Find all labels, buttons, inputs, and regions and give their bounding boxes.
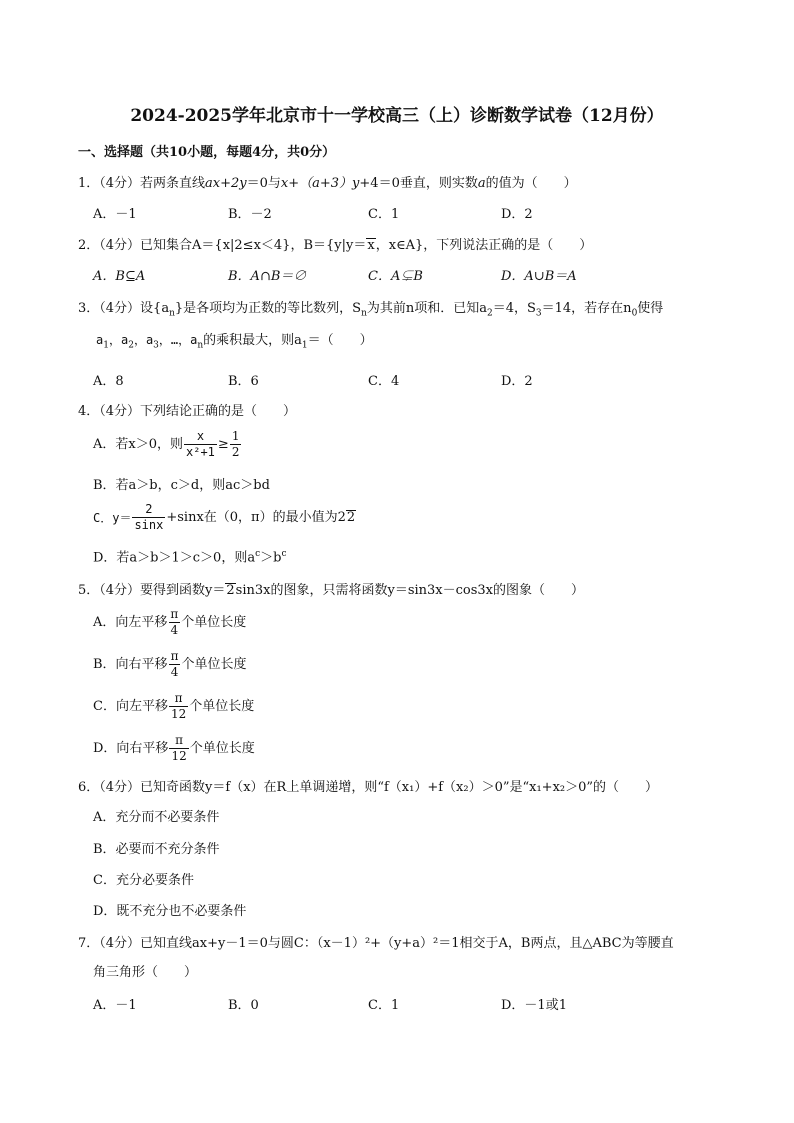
question-1-option-a: A．－1 xyxy=(93,207,137,222)
fraction: $\frac{\pi}{4}$ xyxy=(170,649,179,679)
question-1-option-c: C．1 xyxy=(368,207,400,222)
question-7-option-a: A．－1 xyxy=(93,998,137,1013)
question-1-option-d: D．2 xyxy=(501,207,533,222)
fraction: $\frac{\pi}{12}$ xyxy=(170,691,187,721)
question-3-stem: 3．（4分）设$\{a_n\}$是各项均为正数的等比数列，$S_n$为其前n项和．已知$a_2=4$，$S_3=14$，若存在$n_0$使得 xyxy=(78,301,664,319)
fraction: $\frac{\pi}{12}$ xyxy=(171,733,187,763)
question-4-option-a: A．若x＞0，则 $\frac{x}{\text{x²+1}}$ ≥ $\frac{1}{2}$ xyxy=(93,429,240,459)
question-2-stem: 2．（4分）已知集合A＝{x|2≤x＜4}，B＝{y|y＝x，x∈A}，下列说法正确的是（ ） xyxy=(78,238,593,253)
question-7-stem: 7．（4分）已知直线ax+y－1＝0与圆C：（x－1）²+（y+a）²＝1相交于A，B两点，且△ABC为等腰直 xyxy=(78,936,674,951)
sqrt-symbol: 2 xyxy=(346,509,356,525)
fraction: $\frac{x}{\text{x²+1}}$ xyxy=(186,429,215,459)
question-4-option-d: D．若a＞b＞1＞c＞0，则$a^c>b^c$ xyxy=(93,549,287,566)
question-5-option-d: D．向右平移 $\frac{\pi}{12}$ 个单位长度 xyxy=(93,733,255,763)
question-7-option-c: C．1 xyxy=(368,998,400,1013)
question-2-option-a: A．B⊆A xyxy=(93,269,146,284)
question-7-option-b: B．0 xyxy=(228,998,259,1013)
question-5-option-a: A．向左平移 $\frac{\pi}{4}$ 个单位长度 xyxy=(93,607,247,637)
question-7-option-d: D．－1或1 xyxy=(501,998,567,1013)
question-5-stem: 5．（4分）要得到函数y＝2sin3x的图象，只需将函数y＝sin3x－cos3x的图象（ ） xyxy=(78,583,585,598)
question-6-option-a: A．充分而不必要条件 xyxy=(93,810,220,825)
question-3-stem-line2: $a_1$，$a_2$，$a_3$，…，$a_n$的乘积最大，则$a_1=$（ ） xyxy=(96,333,373,351)
fraction: $\frac{1}{2}$ xyxy=(231,429,240,459)
question-4-stem: 4．（4分）下列结论正确的是（ ） xyxy=(78,404,297,419)
question-6-option-d: D．既不充分也不必要条件 xyxy=(93,904,247,919)
question-5-option-b: B．向右平移 $\frac{\pi}{4}$ 个单位长度 xyxy=(93,649,247,679)
fraction: $\frac{2}{\sin x}$ xyxy=(134,502,164,532)
question-3-option-c: C．4 xyxy=(368,374,400,389)
fraction: $\frac{\pi}{4}$ xyxy=(170,607,179,637)
question-2-option-d: D．A∪B＝A xyxy=(501,269,577,284)
question-6-option-b: B．必要而不充分条件 xyxy=(93,842,220,857)
question-1-option-b: B．－2 xyxy=(228,207,272,222)
question-4-option-c: C．y＝ $\frac{2}{\sin x}$ +sinx在（0，π）的最小值为2 2 xyxy=(93,502,356,532)
question-3-option-a: A．8 xyxy=(93,374,124,389)
question-5-option-c: C．向左平移 $\frac{\pi}{12}$ 个单位长度 xyxy=(93,691,255,721)
exam-title: 2024-2025学年北京市十一学校高三（上）诊断数学试卷（12月份） xyxy=(130,106,664,126)
question-6-option-c: C．充分必要条件 xyxy=(93,873,194,888)
sqrt-symbol: 2 xyxy=(226,583,235,598)
section-heading: 一、选择题（共10小题，每题4分，共0分） xyxy=(78,145,336,160)
question-1-stem: 1．（4分）若两条直线ax+2y＝0与x+（a+3）y+4＝0垂直，则实数a的值为（ ） xyxy=(78,176,577,191)
question-3-option-b: B．6 xyxy=(228,374,259,389)
question-6-stem: 6．（4分）已知奇函数y＝f（x）在R上单调递增，则“f（x₁）+f（x₂）＞0”是“x₁+x₂＞0”的（ ） xyxy=(78,780,659,795)
question-3-option-d: D．2 xyxy=(501,374,533,389)
question-2-option-c: C．A⊊B xyxy=(368,269,423,284)
question-4-option-b: B．若a＞b，c＞d，则ac＞bd xyxy=(93,478,270,493)
sqrt-symbol: x xyxy=(367,238,375,253)
question-7-stem-line2: 角三角形（ ） xyxy=(93,965,198,980)
question-2-option-b: B．A∩B＝∅ xyxy=(228,269,307,284)
